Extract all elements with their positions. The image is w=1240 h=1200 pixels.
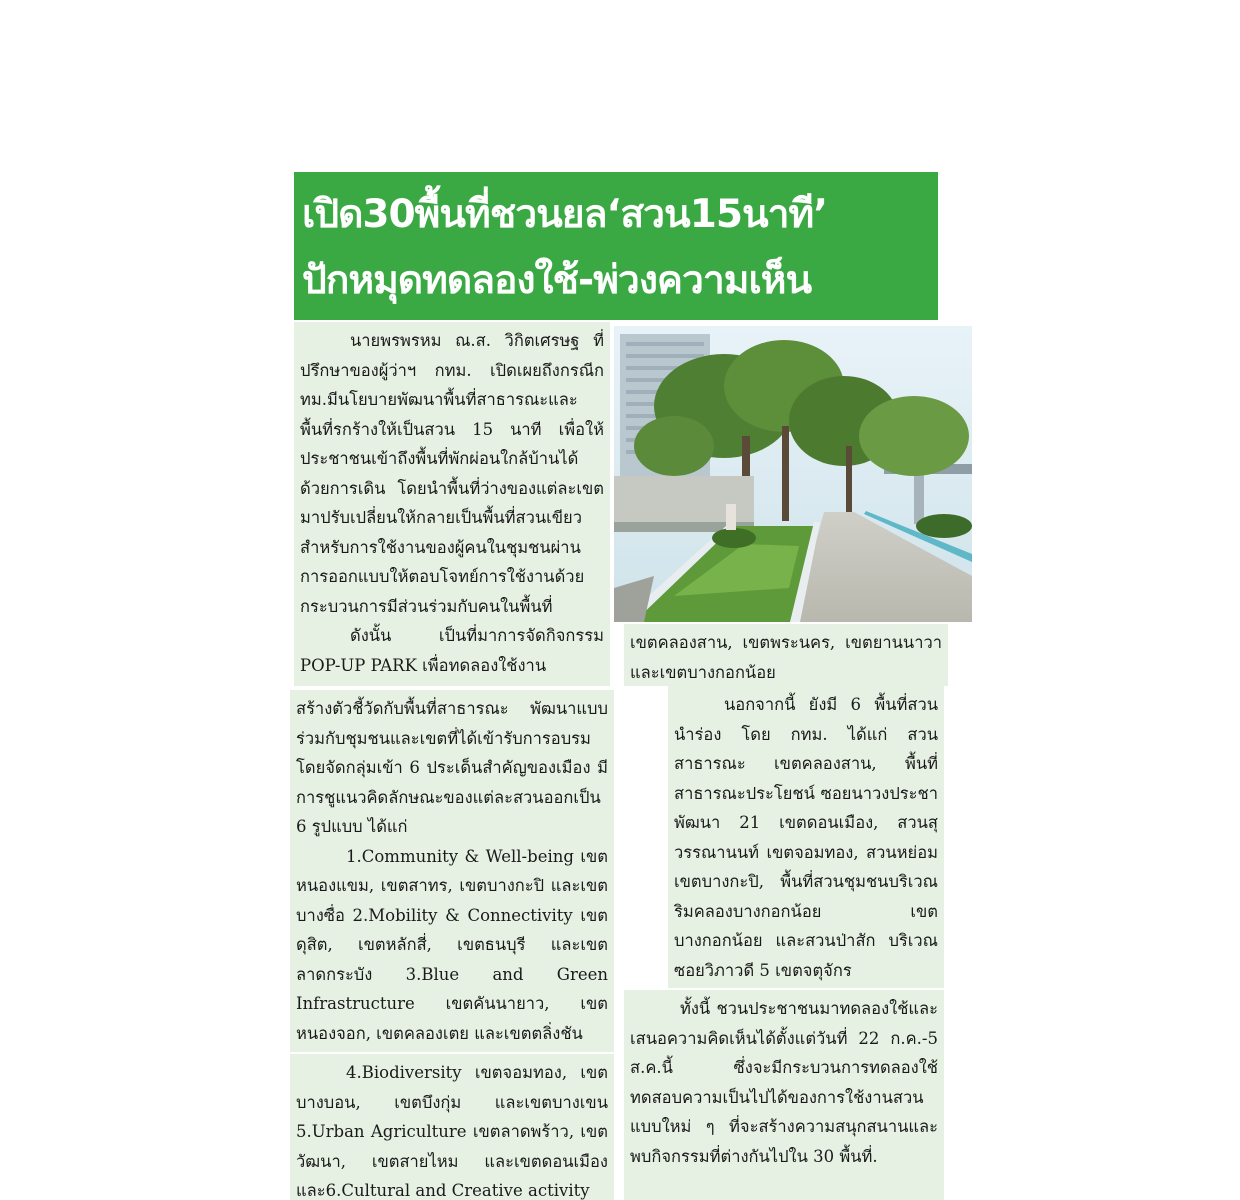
article-paragraph: ดังนั้น เป็นที่มาการจัดกิจกรรม POP-UP PARK เพื่อทดลองใช้งาน [300, 626, 604, 675]
article-paragraph: สร้างตัวชี้วัดกับพื้นที่สาธารณะ พัฒนาแบบร่วมกับชุมชนและเขตที่ได้เข้ารับการอบรมโดยจัดกลุ่มเข้า 6 ประเด็นสำคัญของเมือง มีการชูแนวคิดลักษณะของแต่ละสวนออกเป็น 6 รูปแบบ ได้แก่ [296, 699, 608, 836]
article-paragraph: นอกจากนี้ ยังมี 6 พื้นที่สวนนำร่อง โดย กทม. ได้แก่ สวนสาธารณะ เขตคลองสาน, พื้นที่สาธารณะประโยชน์ ซอยนาวงประชาพัฒนา 21 เขตดอนเมือง, สวนสุวรรณานนท์ เขตจอมทอง, สวนหย่อม เขตบางกะปิ, พื้นที่สวนชุมชนบริเวณริมคลองบางกอกน้อย เขตบางกอกน้อย และสวนป่าสัก บริเวณซอยวิภาวดี 5 เขตจตุจักร [674, 695, 938, 980]
headline-banner [294, 172, 938, 320]
article-paragraph: เขตคลองสาน, เขตพระนคร, เขตยานนาวา และเขตบางกอกน้อย [630, 633, 942, 682]
park-photo-image [614, 326, 972, 622]
article-column-5 [668, 686, 944, 988]
article-paragraph: 4.Biodiversity เขตจอมทอง, เขตบางบอน, เขตบึงกุ่ม และเขตบางเขน 5.Urban Agriculture เขตลาดพร้าว, เขตวัฒนา, เขตสายไหม และเขตดอนเมือง และ6.Cultural and Creative activity [296, 1063, 608, 1200]
article-paragraph: ทั้งนี้ ชวนประชาชนมาทดลองใช้และเสนอความคิดเห็นได้ตั้งแต่วันที่ 22 ก.ค.-5 ส.ค.นี้ ซึ่งจะมีกระบวนการทดลองใช้ ทดสอบความเป็นไปได้ของการใช้งานสวนแบบใหม่ ๆ ที่จะสร้างความสนุกสนานและพบกิจกรรมที่ต่างกันไปใน 30 พื้นที่. [630, 999, 938, 1166]
headline-line-2: ปักหมุดทดลองใช้-พ่วงความเห็น [302, 258, 812, 303]
article-column-1 [294, 322, 610, 686]
article-paragraph: 1.Community & Well-being เขตหนองแขม, เขตสาทร, เขตบางกะปิ และเขตบางซื่อ 2.Mobility & Connectivity เขตดุสิต, เขตหลักสี่, เขตธนบุรี และเขตลาดกระบัง 3.Blue and Green Infrastructure เขตคันนายาว, เขตหนองจอก, เขตคลองเตย และเขตตลิ่งชัน [296, 846, 608, 1043]
park-photo [614, 326, 972, 622]
article-column-4 [624, 624, 948, 686]
article-column-6 [624, 990, 944, 1200]
article-column-2 [290, 690, 614, 1052]
headline-line-1: เปิด30พื้นที่ชวนยล‘สวน15นาที’ [302, 192, 828, 237]
article-paragraph: นายพรพรหม ณ.ส. วิกิตเศรษฐ ที่ปรึกษาของผู้ว่าฯ กทม. เปิดเผยถึงกรณีกทม.มีนโยบายพัฒนาพื้นที่สาธารณะและพื้นที่รกร้างให้เป็นสวน 15 นาที เพื่อให้ประชาชนเข้าถึงพื้นที่พักผ่อนใกล้บ้านได้ด้วยการเดิน โดยนำพื้นที่ว่างของแต่ละเขตมาปรับเปลี่ยนให้กลายเป็นพื้นที่สวนเขียว สำหรับการใช้งานของผู้คนในชุมชนผ่านการออกแบบให้ตอบโจทย์การใช้งานด้วยกระบวนการมีส่วนร่วมกับคนในพื้นที่ [300, 331, 604, 616]
article-column-3 [290, 1054, 614, 1200]
